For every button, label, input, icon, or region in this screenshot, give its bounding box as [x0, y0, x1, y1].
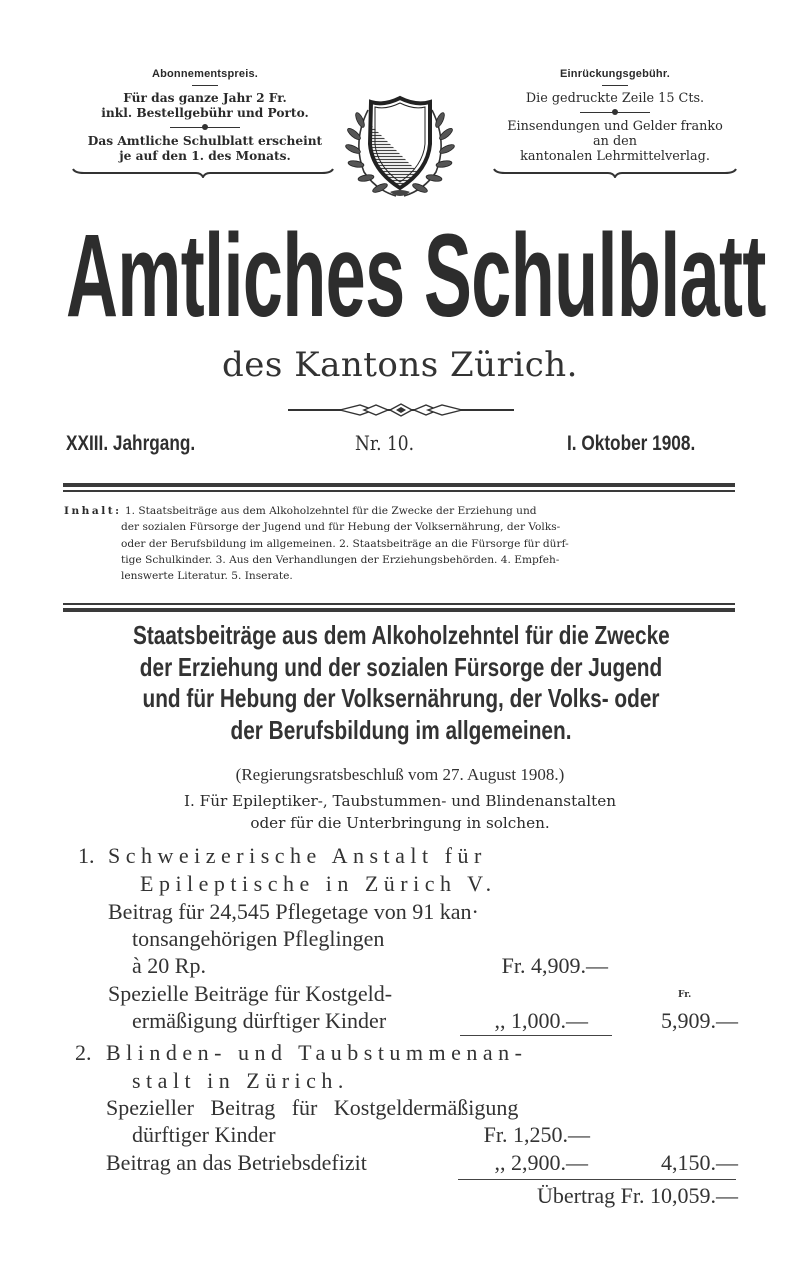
dot-ornament-icon — [170, 123, 240, 132]
article-headline — [66, 620, 736, 746]
section-heading-line: oder für die Unterbringung in solchen. — [250, 814, 550, 832]
contents-line: der sozialen Fürsorge der Jugend und für Hebung der Volksernährung, der Volks- — [121, 521, 561, 534]
contents-line: oder der Berufsbildung im allgemeinen. 2. Staatsbeiträge an die Fürsorge für dürf- — [121, 537, 569, 550]
advertising-title: Einrückungsgebühr. — [560, 68, 670, 80]
institution-name: Blinden- und Taubstummenan- — [106, 1040, 528, 1065]
headline-line: der Erziehung und der sozialen Fürsorge der Jugend — [139, 651, 663, 682]
decree-reference: (Regierungsratsbeschluß vom 27. August 1908.) — [235, 765, 565, 784]
sum-underline — [458, 1179, 736, 1180]
contents-line: lenswerte Literatur. 5. Inserate. — [121, 570, 293, 583]
double-rule-top — [63, 490, 735, 492]
submission-note: an den — [593, 134, 637, 149]
entry-amount: Fr. 4,909.— — [501, 953, 608, 978]
table-of-contents — [64, 503, 736, 584]
advertising-price: Die gedruckte Zeile 15 Cts. — [525, 91, 705, 106]
masthead-title: Amtliches Schulblatt — [66, 210, 766, 342]
institution-name: Epileptische in Zürich V. — [140, 871, 497, 896]
dot-ornament-icon — [580, 108, 650, 117]
item-total: 4,150.— — [661, 1150, 738, 1175]
item-number: 1. — [78, 843, 95, 868]
zurich-coat-of-arms-icon — [338, 92, 462, 202]
entry-text: Spezieller Beitrag für Kostgeldermäßigung — [106, 1095, 519, 1120]
double-rule-bottom — [63, 608, 735, 612]
advertising-box — [465, 68, 765, 178]
total-currency-label: Fr. — [678, 990, 692, 1000]
entry-text: tonsangehörigen Pfleglingen — [132, 926, 385, 951]
publication-note: je auf den 1. des Monats. — [119, 149, 291, 163]
entry-amount: Fr. 1,250.— — [483, 1122, 590, 1147]
entry-text: Beitrag an das Betriebsdefizit — [106, 1150, 367, 1175]
contents-label: Inhalt: — [64, 505, 122, 517]
contents-line: tige Schulkinder. 3. Aus den Verhandlungen der Erziehungsbehörden. 4. Empfeh- — [121, 553, 560, 566]
item-total: 5,909.— — [661, 1008, 738, 1033]
section-heading — [0, 790, 800, 834]
institution-name: Schweizerische Anstalt für — [108, 843, 487, 868]
ornamental-divider-icon — [288, 402, 514, 416]
section-heading-line: I. Für Epileptiker-, Taubstummen- und Blindenanstalten — [184, 792, 616, 810]
headline-line: der Berufsbildung im allgemeinen. — [230, 714, 572, 745]
brace-icon — [60, 168, 350, 178]
headline-line: Staatsbeiträge aus dem Alkoholzehntel für die Zwecke — [133, 620, 670, 650]
publication-note: Das Amtliche Schulblatt erscheint — [87, 134, 323, 148]
submission-note: kantonalen Lehrmittelverlag. — [520, 149, 710, 164]
volume-label: XXIII. Jahrgang. — [66, 432, 196, 455]
submission-note: Einsendungen und Gelder franko — [507, 119, 723, 134]
institution-name: stalt in Zürich. — [132, 1068, 349, 1093]
entry-text: dürftiger Kinder — [132, 1122, 276, 1147]
brace-icon — [465, 168, 765, 178]
entry-text: à 20 Rp. — [132, 953, 206, 978]
subscription-title: Abonnementspreis. — [151, 68, 259, 80]
item-number: 2. — [75, 1040, 92, 1065]
divider — [192, 85, 218, 86]
contents-line: 1. Staatsbeiträge aus dem Alkoholzehntel für die Zwecke der Erziehung und — [124, 505, 537, 517]
sum-underline — [460, 1035, 612, 1036]
entry-amount: ,, 1,000.— — [494, 1008, 588, 1033]
subscription-includes: inkl. Bestellgebühr und Porto. — [101, 106, 309, 120]
entry-text: Beitrag für 24,545 Pflegetage von 91 kan· — [108, 899, 479, 924]
entry-text: Spezielle Beiträge für Kostgeld- — [108, 981, 393, 1006]
entry-text: ermäßigung dürftiger Kinder — [132, 1008, 387, 1033]
subscription-box — [60, 68, 350, 178]
issue-date: I. Oktober 1908. — [567, 432, 696, 455]
entry-amount: ,, 2,900.— — [494, 1150, 588, 1175]
subscription-price: Für das ganze Jahr 2 Fr. — [123, 91, 287, 105]
headline-line: und für Hebung der Volksernährung, der Volks- oder — [142, 683, 660, 713]
masthead-subtitle: des Kantons Zürich. — [222, 345, 578, 385]
carryover-total: Übertrag Fr. 10,059.— — [536, 1183, 738, 1208]
double-rule-top — [63, 483, 735, 487]
divider — [602, 85, 628, 86]
issue-number: Nr. 10. — [355, 431, 414, 455]
double-rule-bottom — [63, 603, 735, 605]
